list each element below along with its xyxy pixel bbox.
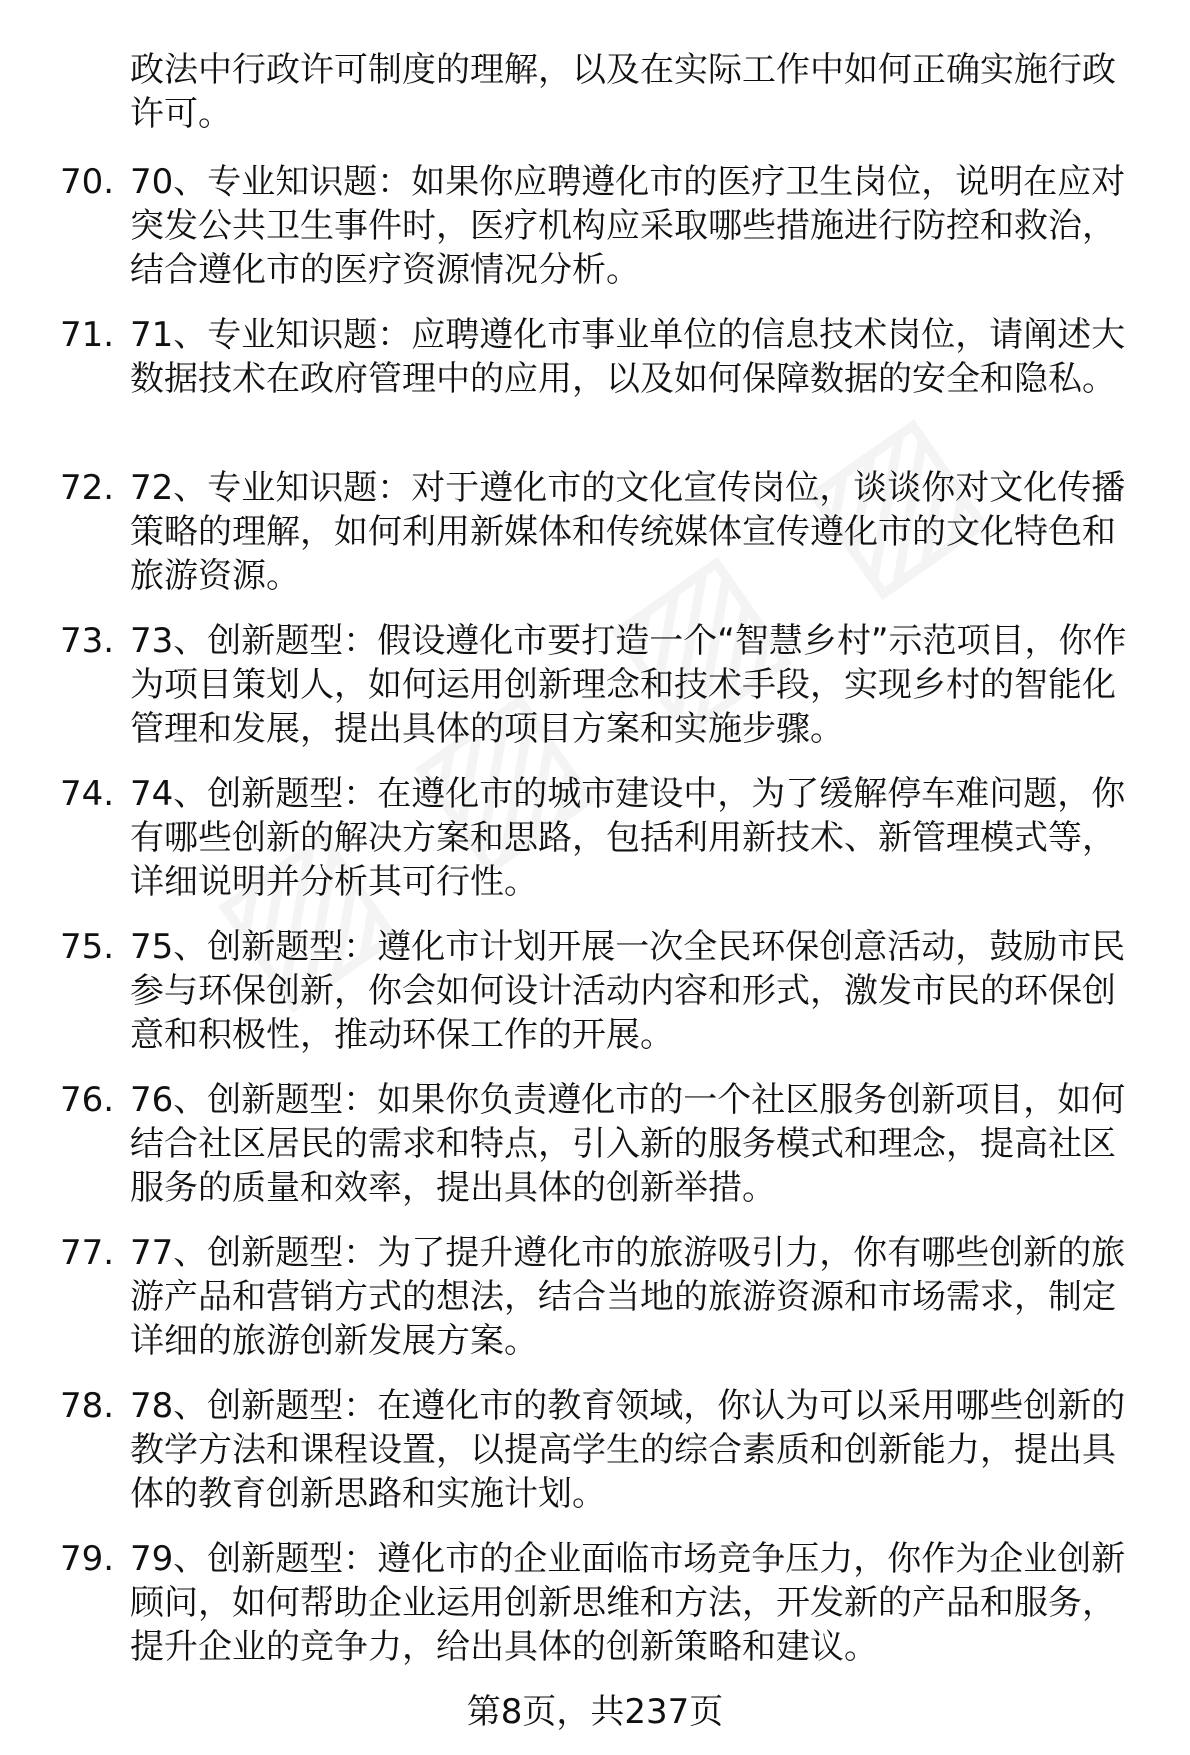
item-text: 70、专业知识题：如果你应聘遵化市的医疗卫生岗位，说明在应对突发公共卫生事件时，医疗机构应采取哪些措施进行防控和救治，结合遵化市的医疗资源情况分析。 <box>130 162 1126 290</box>
page-footer: 第8页，共237页 <box>466 1692 724 1732</box>
item-number: 70. <box>60 162 115 202</box>
list-item <box>0 772 1190 904</box>
list-item <box>0 925 1190 1057</box>
item-number: 73. <box>60 621 115 661</box>
item-text: 78、创新题型：在遵化市的教育领域，你认为可以采用哪些创新的教学方法和课程设置，以提高学生的综合素质和创新能力，提出具体的教育创新思路和实施计划。 <box>130 1386 1126 1514</box>
item-text: 74、创新题型：在遵化市的城市建设中，为了缓解停车难问题，你有哪些创新的解决方案和思路，包括利用新技术、新管理模式等，详细说明并分析其可行性。 <box>130 774 1126 902</box>
item-text: 73、创新题型：假设遵化市要打造一个“智慧乡村”示范项目，你作为项目策划人，如何运用创新理念和技术手段，实现乡村的智能化管理和发展，提出具体的项目方案和实施步骤。 <box>130 621 1127 749</box>
item-number: 71. <box>60 315 115 355</box>
item-text: 79、创新题型：遵化市的企业面临市场竞争压力，你作为企业创新顾问，如何帮助企业运用创新思维和方法，开发新的产品和服务，提升企业的竞争力，给出具体的创新策略和建议。 <box>130 1539 1126 1667</box>
item-number: 79. <box>60 1539 115 1579</box>
item-text: 75、创新题型：遵化市计划开展一次全民环保创意活动，鼓励市民参与环保创新，你会如何设计活动内容和形式，激发市民的环保创意和积极性，推动环保工作的开展。 <box>130 927 1126 1055</box>
list-item <box>0 1384 1190 1516</box>
list-item <box>0 466 1190 598</box>
item-text: 71、专业知识题：应聘遵化市事业单位的信息技术岗位，请阐述大数据技术在政府管理中的应用，以及如何保障数据的安全和隐私。 <box>130 315 1126 399</box>
item-number: 75. <box>60 927 115 967</box>
list-item <box>0 160 1190 292</box>
item-text: 76、创新题型：如果你负责遵化市的一个社区服务创新项目，如何结合社区居民的需求和特点，引入新的服务模式和理念，提高社区服务的质量和效率，提出具体的创新举措。 <box>130 1080 1126 1208</box>
item-number: 77. <box>60 1233 115 1273</box>
item-text: 77、创新题型：为了提升遵化市的旅游吸引力，你有哪些创新的旅游产品和营销方式的想法，结合当地的旅游资源和市场需求，制定详细的旅游创新发展方案。 <box>130 1233 1126 1361</box>
item-text: 72、专业知识题：对于遵化市的文化宣传岗位，谈谈你对文化传播策略的理解，如何利用新媒体和传统媒体宣传遵化市的文化特色和旅游资源。 <box>130 468 1126 596</box>
list-item <box>0 1231 1190 1363</box>
list-item <box>0 619 1190 751</box>
list-item <box>0 1537 1190 1669</box>
list-item <box>0 313 1190 445</box>
item-number: 72. <box>60 468 115 508</box>
item-number: 78. <box>60 1386 115 1426</box>
item-number: 74. <box>60 774 115 814</box>
list-item <box>0 1078 1190 1210</box>
continued-paragraph: 政法中行政许可制度的理解，以及在实际工作中如何正确实施行政许可。 <box>130 50 1116 134</box>
question-list <box>0 160 1190 1690</box>
item-number: 76. <box>60 1080 115 1120</box>
